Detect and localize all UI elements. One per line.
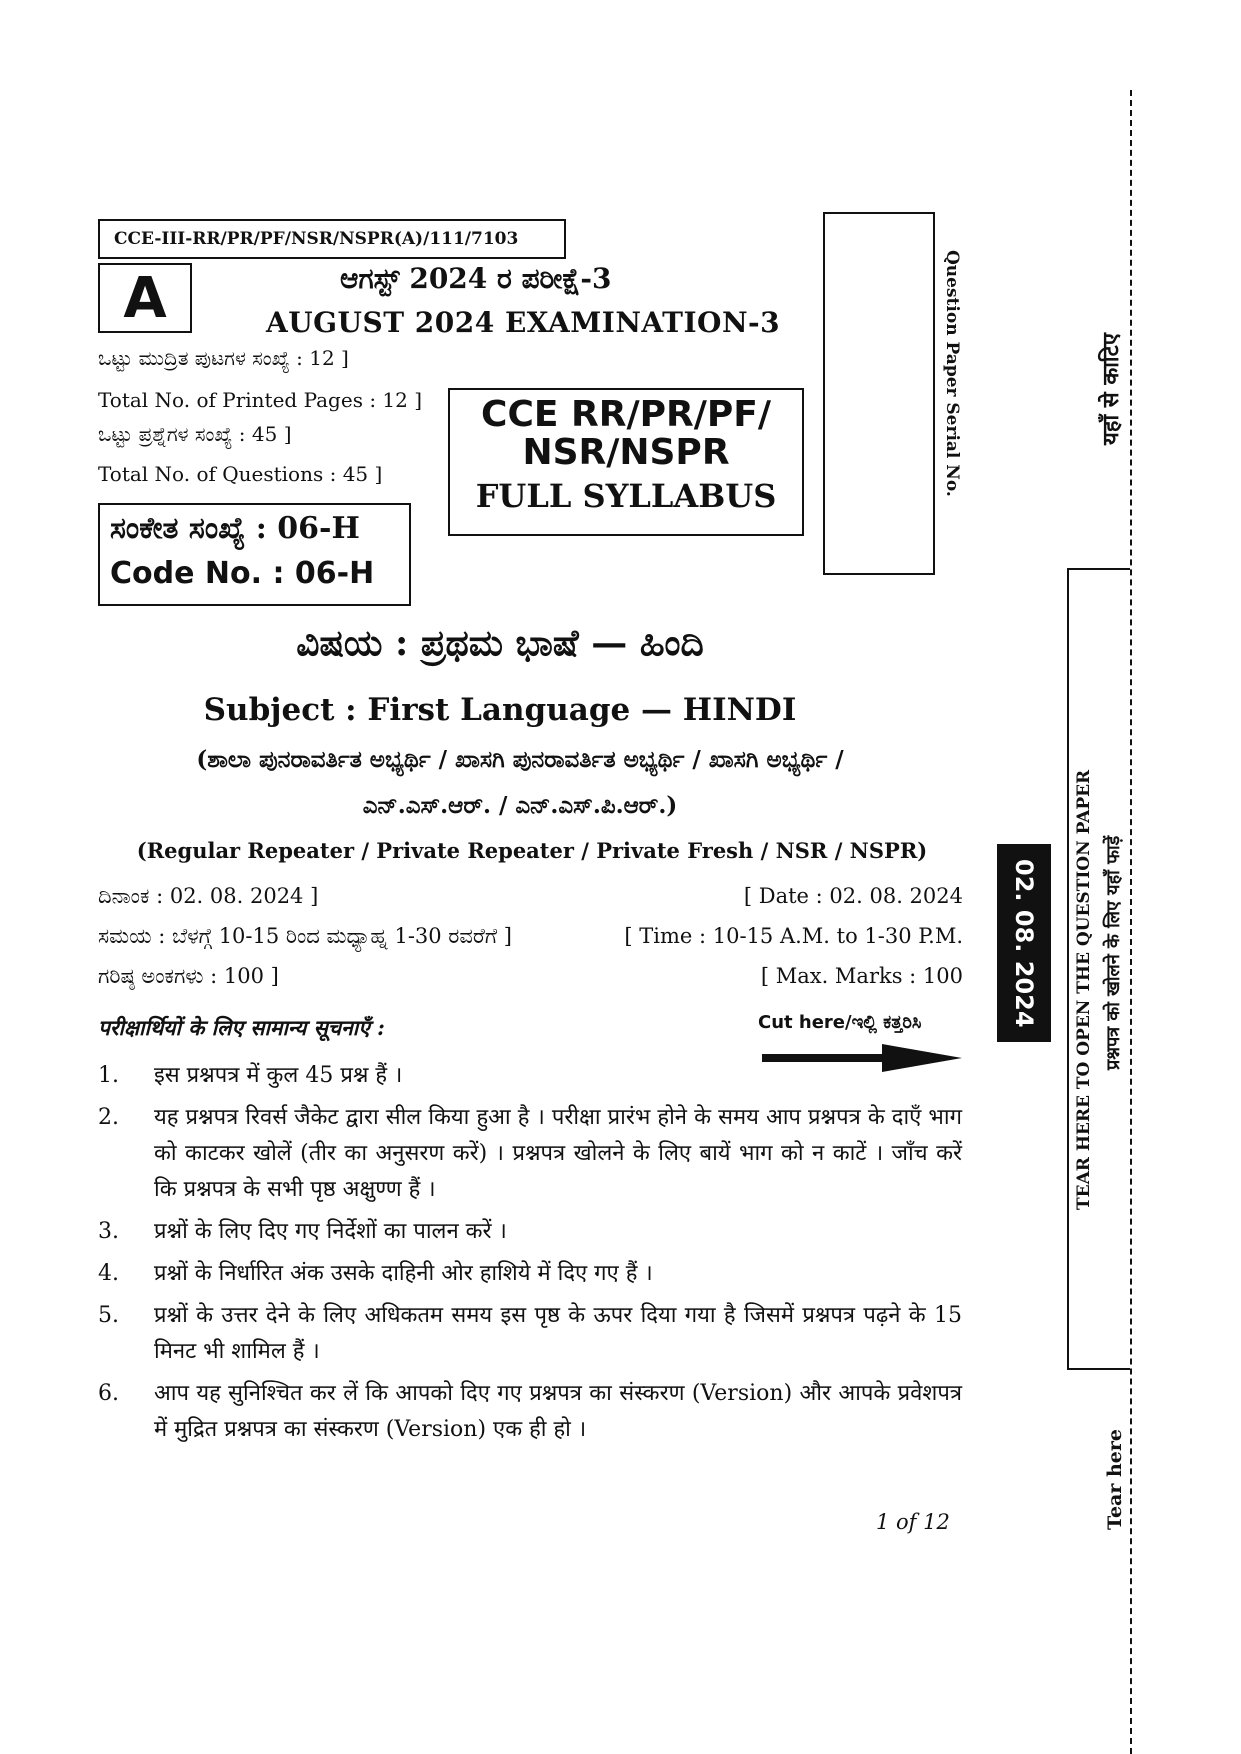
- serial-number-box: [823, 212, 935, 575]
- page-number: 1 of 12: [876, 1510, 950, 1534]
- tear-instruction-english: [1069, 710, 1099, 1210]
- date-kannada: ದಿನಾಂಕ : 02. 08. 2024 ]: [98, 884, 319, 908]
- stream-box: [448, 388, 804, 536]
- total-questions-english: Total No. of Questions : 45 ]: [98, 462, 383, 486]
- instruction-text: प्रश्नों के लिए दिए गए निर्देशों का पालन करें ।: [154, 1219, 507, 1244]
- date-strip-text: 02. 08. 2024: [1010, 858, 1038, 1028]
- code-number-box: [98, 503, 411, 606]
- instruction-item: [98, 1256, 962, 1292]
- tear-here-text: Tear here: [1104, 1429, 1126, 1530]
- instruction-item: [98, 1376, 962, 1448]
- instruction-item: [98, 1214, 962, 1250]
- categories-kannada-line-2: ಎನ್.ಎಸ್.ಆರ್. / ಎನ್.ಎಸ್.ಪಿ.ಆರ್.): [362, 792, 678, 819]
- time-kannada: ಸಮಯ : ಬೆಳಗ್ಗೆ 10-15 ರಿಂದ ಮಧ್ಯಾಹ್ನ 1-30 ರವರೆಗೆ ]: [98, 924, 512, 948]
- instruction-number: 1.: [98, 1063, 119, 1088]
- tear-here-label: [1102, 1420, 1128, 1530]
- instruction-number: 4.: [98, 1261, 119, 1286]
- cut-here-hindi: [1096, 285, 1126, 445]
- exam-title-kannada: ಆಗಸ್ಟ್ 2024 ರ ಪರೀಕ್ಷೆ-3: [340, 262, 612, 295]
- tear-instruction-english-text: TEAR HERE TO OPEN THE QUESTION PAPER: [1074, 769, 1094, 1210]
- serial-number-label: Question Paper Serial No.: [942, 250, 962, 497]
- total-pages-english: Total No. of Printed Pages : 12 ]: [98, 388, 423, 412]
- subject-english: Subject : First Language — HINDI: [203, 692, 797, 728]
- instruction-number: 5.: [98, 1303, 119, 1328]
- instruction-text: आप यह सुनिश्चित कर लें कि आपको दिए गए प्रश्नपत्र का संस्करण (Version) और आपके प्रवेशपत्र में मुद्रित प्रश्नपत्र का संस्करण (Version) एक ही हो ।: [154, 1381, 962, 1442]
- instruction-text: यह प्रश्नपत्र रिवर्स जैकेट द्वारा सील किया हुआ है । परीक्षा प्रारंभ होने के समय आप प्रश्नपत्र के दाएँ भाग को काटकर खोलें (तीर का अनुसरण करें) । प्रश्नपत्र खोलने के लिए बायें भाग को न काटें । जाँच करें कि प्रश्नपत्र के सभी पृष्ठ अक्षुण्ण हैं ।: [154, 1105, 962, 1202]
- categories-kannada-line-1: (ಶಾಲಾ ಪುನರಾವರ್ತಿತ ಅಭ್ಯರ್ಥಿ / ಖಾಸಗಿ ಪುನರಾವರ್ತಿತ ಅಭ್ಯರ್ಥಿ / ಖಾಸಗಿ ಅಭ್ಯರ್ಥಿ /: [196, 746, 844, 773]
- instruction-text: प्रश्नों के उत्तर देने के लिए अधिकतम समय इस पृष्ठ के ऊपर दिया गया है जिसमें प्रश्नपत्र पढ़ने के 15 मिनट भी शामिल हैं ।: [154, 1303, 962, 1364]
- instruction-item: [98, 1058, 962, 1094]
- subject-kannada: ವಿಷಯ : ಪ್ರಥಮ ಭಾಷೆ — ಹಿಂದಿ: [296, 622, 704, 664]
- instruction-number: 3.: [98, 1219, 119, 1244]
- tear-instruction-hindi: [1099, 710, 1129, 1070]
- instruction-number: 6.: [98, 1381, 119, 1406]
- total-questions-kannada: ಒಟ್ಟು ಪ್ರಶ್ನೆಗಳ ಸಂಖ್ಯೆ : 45 ]: [98, 422, 292, 446]
- date-english: [ Date : 02. 08. 2024: [743, 884, 963, 908]
- categories-english: (Regular Repeater / Private Repeater / Private Fresh / NSR / NSPR): [136, 838, 928, 863]
- instructions-title: परीक्षार्थियों के लिए सामान्य सूचनाएँ :: [98, 1015, 385, 1040]
- code-number-english: Code No. : 06-H: [110, 556, 375, 591]
- instruction-text: इस प्रश्नपत्र में कुल 45 प्रश्न हैं ।: [154, 1063, 403, 1088]
- stream-line-1: CCE RR/PR/PF/: [481, 394, 771, 435]
- stream-line-3: FULL SYLLABUS: [475, 476, 777, 515]
- instruction-item: [98, 1298, 962, 1370]
- instruction-number: 2.: [98, 1105, 119, 1130]
- exam-title-english: AUGUST 2024 EXAMINATION-3: [266, 306, 781, 339]
- date-strip: [997, 844, 1051, 1042]
- tear-dashed-line: [1130, 90, 1132, 1754]
- stream-line-2: NSR/NSPR: [522, 431, 730, 473]
- instruction-item: [98, 1100, 962, 1208]
- tear-instruction-hindi-text: प्रश्नपत्र को खोलने के लिए यहाँ फाड़ें: [1103, 835, 1124, 1070]
- cut-here-label: Cut here/ಇಲ್ಲಿ ಕತ್ತರಿಸಿ: [758, 1012, 922, 1033]
- cut-here-hindi-text: यहाँ से काटिए: [1098, 333, 1124, 445]
- set-letter-box: [98, 263, 192, 333]
- paper-code-text: CCE-III-RR/PR/PF/NSR/NSPR(A)/111/7103: [114, 229, 519, 249]
- paper-code: [98, 219, 566, 259]
- set-letter: A: [123, 265, 167, 331]
- instruction-text: प्रश्नों के निर्धारित अंक उसके दाहिनी ओर हाशिये में दिए गए हैं ।: [154, 1261, 653, 1286]
- code-number-kannada: ಸಂಕೇತ ಸಂಖ್ಯೆ : 06-H: [110, 511, 360, 546]
- instructions-list: [98, 1058, 962, 1454]
- max-marks-english: [ Max. Marks : 100: [760, 964, 963, 988]
- max-marks-kannada: ಗರಿಷ್ಠ ಅಂಕಗಳು : 100 ]: [98, 964, 279, 988]
- total-pages-kannada: ಒಟ್ಟು ಮುದ್ರಿತ ಪುಟಗಳ ಸಂಖ್ಯೆ : 12 ]: [98, 346, 349, 370]
- time-english: [ Time : 10-15 A.M. to 1-30 P.M.: [624, 924, 963, 948]
